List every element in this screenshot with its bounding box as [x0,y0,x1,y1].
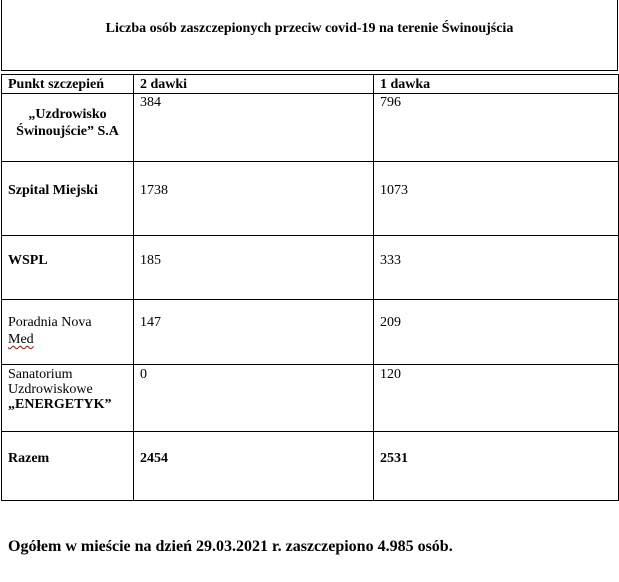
title-box [1,0,618,71]
header-one-dose: 1 dawka [374,75,619,94]
one-dose-cell: 796 [374,94,619,162]
place-line: Uzdrowiskowe [8,382,93,397]
place-line: Poradnia Nova [8,315,92,330]
place-line: Świnoujście” S.A [16,124,119,139]
two-doses-cell: 1738 [134,162,374,236]
vaccination-point-cell [2,162,134,236]
table-total-row [2,432,619,501]
one-dose-cell: 1073 [374,162,619,236]
table-row [2,236,619,300]
table-row [2,162,619,236]
vaccination-point-cell [2,94,134,162]
one-dose-cell: 209 [374,300,619,365]
vaccination-point-cell [2,300,134,365]
two-doses-cell: 185 [134,236,374,300]
spellcheck-underlined-word: Med [8,332,34,347]
summary-text: Ogółem w mieście na dzień 29.03.2021 r. zaszczepiono 4.985 osób. [8,538,453,555]
place-line: „Uzdrowisko [28,107,107,122]
table-header-row [2,75,619,94]
vaccination-point-cell [2,365,134,432]
two-doses-cell: 0 [134,365,374,432]
header-two-doses: 2 dawki [134,75,374,94]
table-row [2,365,619,432]
place-line: Szpital Miejski [8,183,98,198]
place-line: Razem [8,451,50,466]
table-row [2,94,619,162]
two-doses-cell: 147 [134,300,374,365]
vaccination-table [1,74,619,501]
place-line: WSPL [8,253,48,268]
two-doses-total-cell: 2454 [134,432,374,501]
table-row [2,300,619,365]
one-dose-cell: 120 [374,365,619,432]
place-line [8,331,127,348]
vaccination-point-cell [2,236,134,300]
document-title: Liczba osób zaszczepionych przeciw covid-19 na terenie Świnoujścia [105,21,514,36]
one-dose-total-cell: 2531 [374,432,619,501]
one-dose-cell: 333 [374,236,619,300]
header-vaccination-point: Punkt szczepień [2,75,134,94]
place-line: „ENERGETYK” [8,397,112,412]
total-label-cell [2,432,134,501]
two-doses-cell: 384 [134,94,374,162]
place-line: Sanatorium [8,367,73,382]
